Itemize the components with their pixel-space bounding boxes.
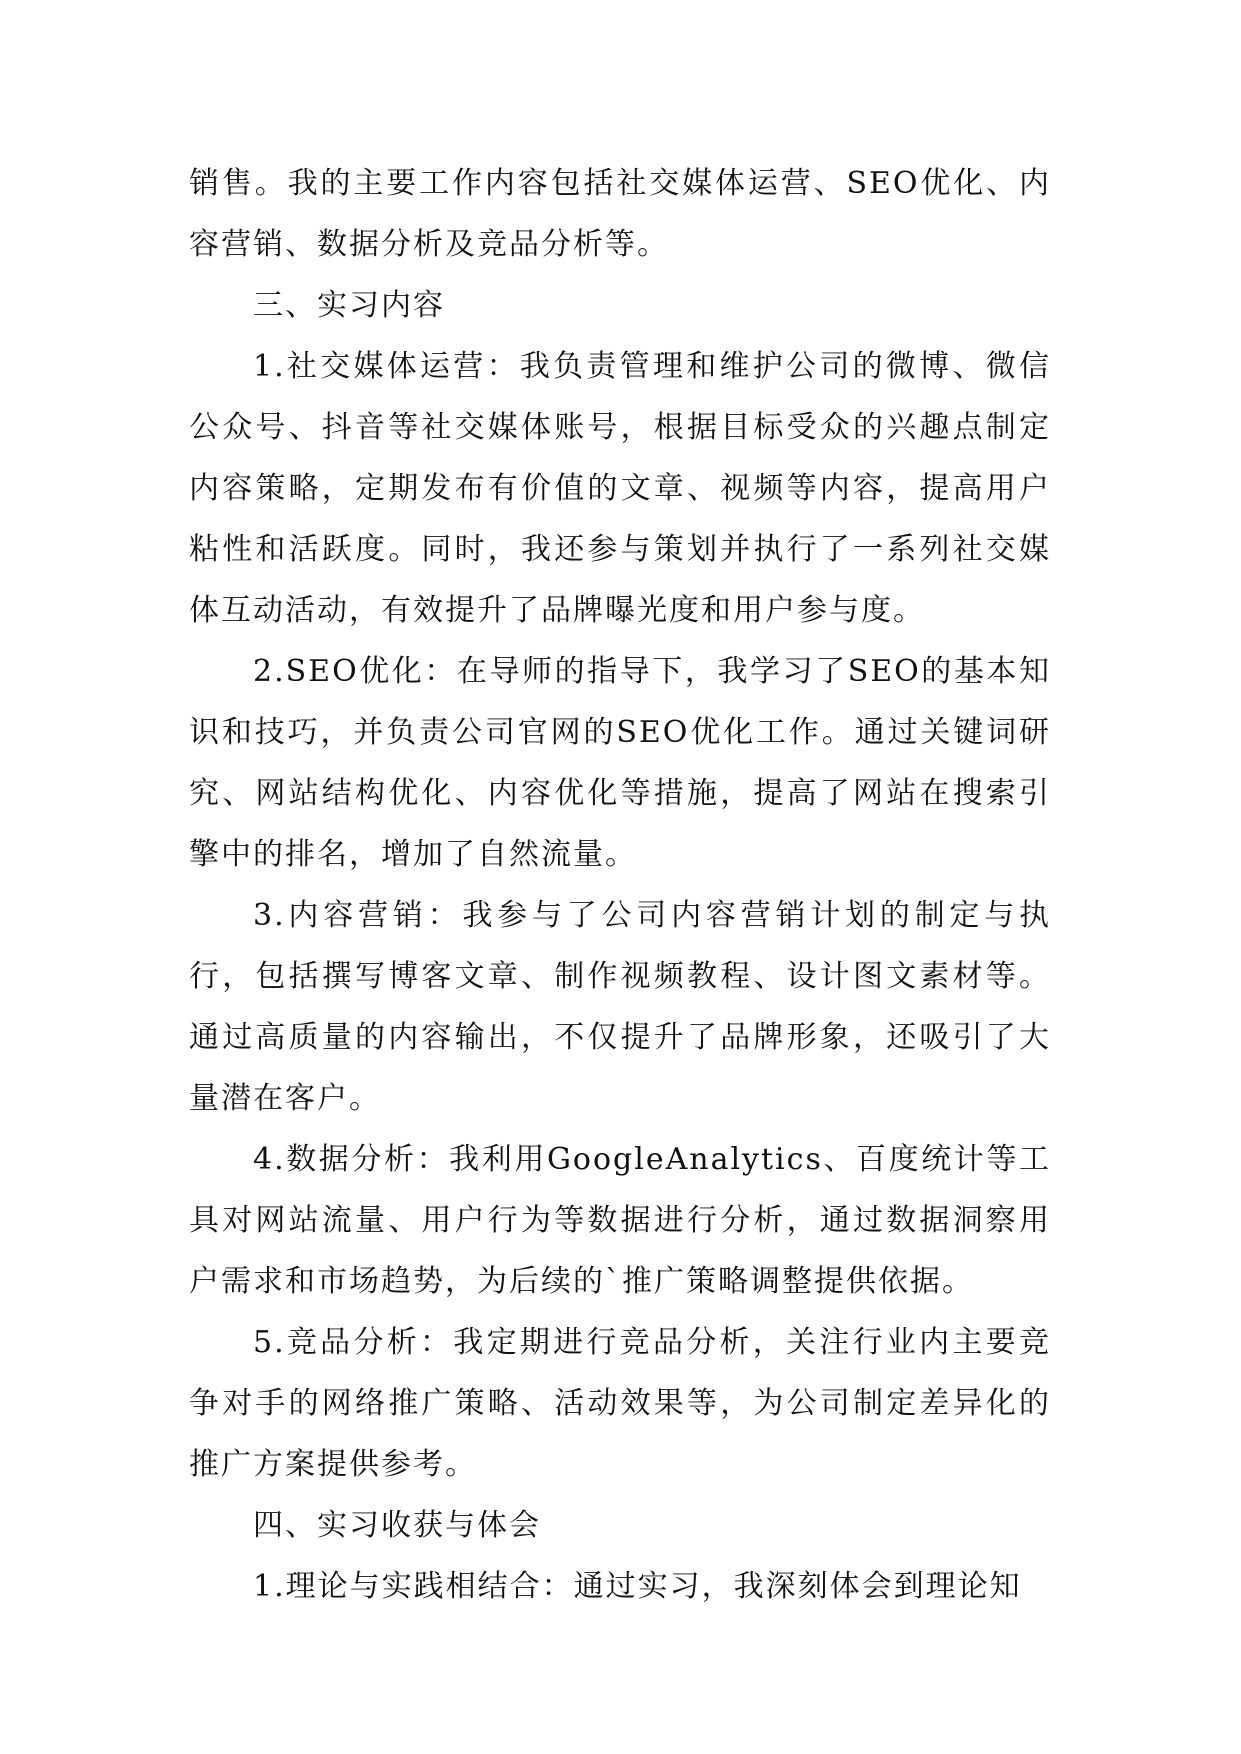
- document-body: [189, 153, 1051, 1617]
- paragraph-content-marketing: 3.内容营销：我参与了公司内容营销计划的制定与执行，包括撰写博客文章、制作视频教程、设计图文素材等。通过高质量的内容输出，不仅提升了品牌形象，还吸引了大量潜在客户。: [189, 898, 1051, 1116]
- paragraph-theory-practice: 1.理论与实践相结合：通过实习，我深刻体会到理论知: [253, 1569, 1022, 1604]
- paragraph-intro-continuation: 销售。我的主要工作内容包括社交媒体运营、SEO优化、内容营销、数据分析及竞品分析等。: [189, 166, 1051, 262]
- paragraph-social-media: 1.社交媒体运营：我负责管理和维护公司的微博、微信公众号、抖音等社交媒体账号，根据目标受众的兴趣点制定内容策略，定期发布有价值的文章、视频等内容，提高用户粘性和活跃度。同时，我还参与策划并执行了一系列社交媒体互动活动，有效提升了品牌曝光度和用户参与度。: [189, 349, 1051, 628]
- section-heading-gains: 四、实习收获与体会: [253, 1508, 541, 1543]
- paragraph-competitor-analysis: 5.竞品分析：我定期进行竞品分析，关注行业内主要竞争对手的网络推广策略、活动效果等，为公司制定差异化的推广方案提供参考。: [189, 1325, 1051, 1482]
- paragraph-data-analysis: 4.数据分析：我利用GoogleAnalytics、百度统计等工具对网站流量、用户行为等数据进行分析，通过数据洞察用户需求和市场趋势，为后续的`推广策略调整提供依据。: [189, 1142, 1051, 1299]
- paragraph-seo: 2.SEO优化：在导师的指导下，我学习了SEO的基本知识和技巧，并负责公司官网的SEO优化工作。通过关键词研究、网站结构优化、内容优化等措施，提高了网站在搜索引擎中的排名，增加了自然流量。: [189, 654, 1051, 872]
- section-heading-internship-content: 三、实习内容: [253, 288, 445, 323]
